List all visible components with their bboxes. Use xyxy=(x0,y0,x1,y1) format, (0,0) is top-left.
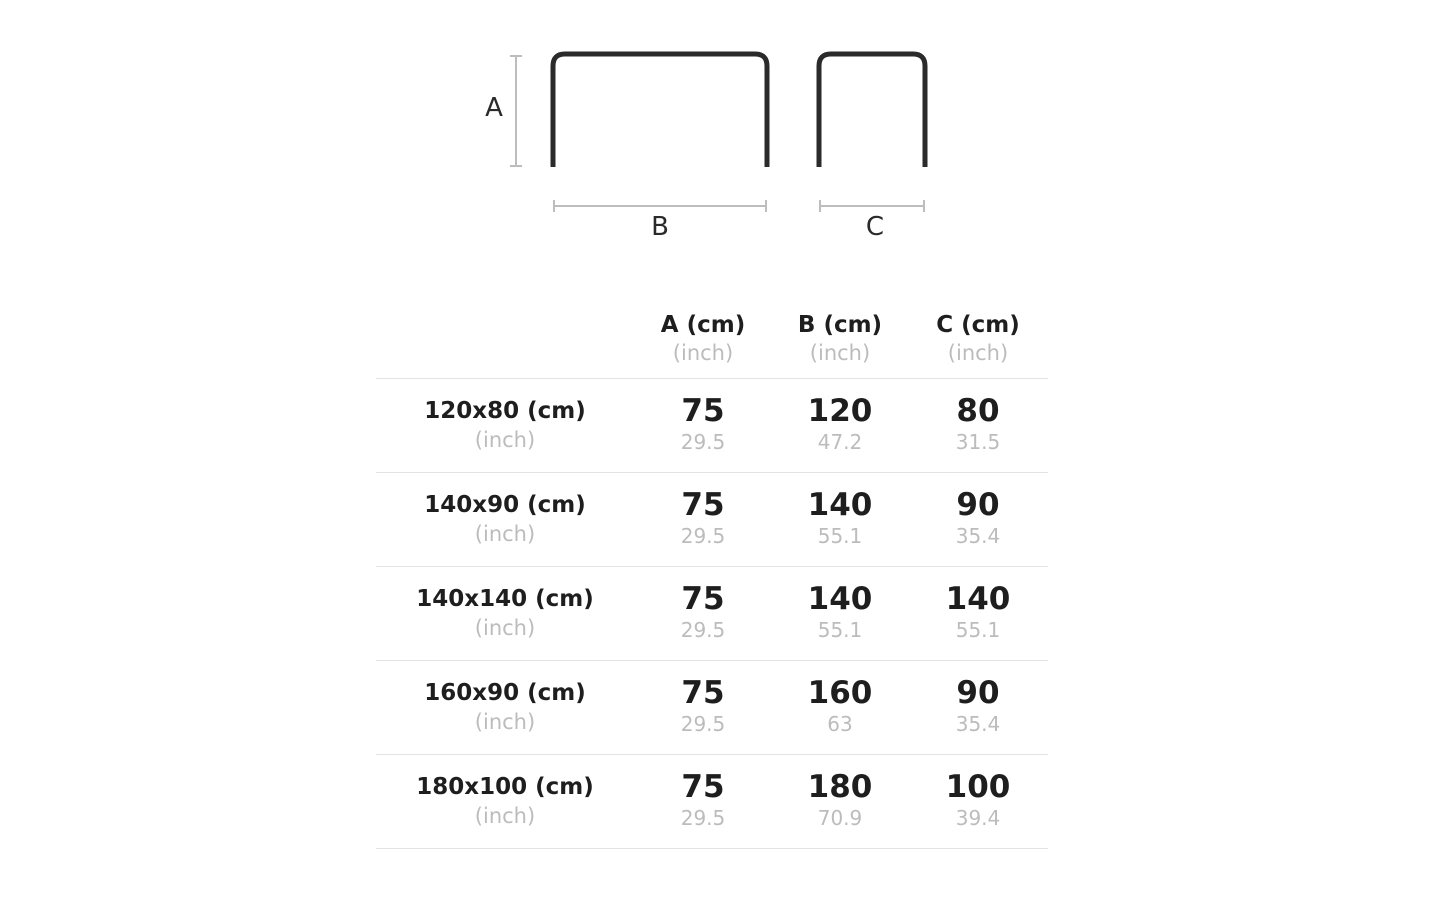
header-c-unit: (inch) xyxy=(947,340,1009,365)
cell-c xyxy=(908,472,1048,566)
dimension-c-line xyxy=(820,200,924,212)
header-a-unit: (inch) xyxy=(672,340,734,365)
header-c-label: C (cm) xyxy=(936,311,1020,338)
row-size-cell xyxy=(376,378,634,472)
table-header-row xyxy=(376,300,1048,378)
value-c-cm: 140 xyxy=(945,581,1011,617)
table-row xyxy=(376,566,1048,660)
header-b-unit: (inch) xyxy=(809,340,871,365)
cell-c xyxy=(908,378,1048,472)
header-a-label: A (cm) xyxy=(660,311,746,338)
value-b-cm: 140 xyxy=(807,581,873,617)
row-size-label: 140x90 (cm) xyxy=(424,492,586,518)
dimensions-table xyxy=(376,300,1048,849)
dimension-a-label: A xyxy=(485,93,503,123)
value-c-inch: 35.4 xyxy=(955,712,1001,736)
table-row xyxy=(376,472,1048,566)
value-c-inch: 35.4 xyxy=(955,524,1001,548)
value-a-cm: 75 xyxy=(681,581,725,617)
value-c-cm: 90 xyxy=(956,675,1000,711)
row-size-cell xyxy=(376,566,634,660)
row-size-unit: (inch) xyxy=(474,710,536,734)
row-size-unit: (inch) xyxy=(474,522,536,546)
cell-b xyxy=(772,754,908,848)
row-size-unit: (inch) xyxy=(474,428,536,452)
value-c-cm: 80 xyxy=(956,393,1000,429)
cell-a xyxy=(634,566,772,660)
cell-a xyxy=(634,472,772,566)
value-c-inch: 39.4 xyxy=(955,806,1001,830)
value-a-inch: 29.5 xyxy=(680,618,726,642)
table-row xyxy=(376,660,1048,754)
value-b-inch: 55.1 xyxy=(817,524,863,548)
dimension-c-label: C xyxy=(865,212,885,242)
cell-c xyxy=(908,566,1048,660)
cell-c xyxy=(908,754,1048,848)
dimension-b-line xyxy=(554,200,766,212)
cell-b xyxy=(772,660,908,754)
cell-a xyxy=(634,660,772,754)
value-a-cm: 75 xyxy=(681,769,725,805)
header-c xyxy=(908,300,1048,378)
table-row xyxy=(376,378,1048,472)
header-size-cell xyxy=(376,300,634,378)
table-side-view-outline xyxy=(819,54,925,167)
value-b-cm: 160 xyxy=(807,675,873,711)
row-size-label: 180x100 (cm) xyxy=(416,774,594,800)
value-a-cm: 75 xyxy=(681,675,725,711)
value-c-inch: 31.5 xyxy=(955,430,1001,454)
table-dimension-diagram xyxy=(0,0,1440,270)
value-c-inch: 55.1 xyxy=(955,618,1001,642)
row-size-unit: (inch) xyxy=(474,616,536,640)
cell-b xyxy=(772,472,908,566)
value-b-cm: 120 xyxy=(807,393,873,429)
value-c-cm: 90 xyxy=(956,487,1000,523)
value-b-inch: 63 xyxy=(827,712,853,736)
dimension-b-label: B xyxy=(651,212,669,242)
header-b-label: B (cm) xyxy=(797,311,883,338)
header-a xyxy=(634,300,772,378)
value-b-inch: 47.2 xyxy=(817,430,863,454)
row-size-label: 160x90 (cm) xyxy=(424,680,586,706)
value-a-cm: 75 xyxy=(681,393,725,429)
row-size-cell xyxy=(376,754,634,848)
value-a-inch: 29.5 xyxy=(680,712,726,736)
value-b-inch: 70.9 xyxy=(817,806,863,830)
cell-c xyxy=(908,660,1048,754)
row-size-label: 120x80 (cm) xyxy=(424,398,586,424)
header-b xyxy=(772,300,908,378)
table-row xyxy=(376,754,1048,848)
value-b-inch: 55.1 xyxy=(817,618,863,642)
value-a-inch: 29.5 xyxy=(680,806,726,830)
value-a-cm: 75 xyxy=(681,487,725,523)
value-a-inch: 29.5 xyxy=(680,524,726,548)
value-a-inch: 29.5 xyxy=(680,430,726,454)
row-size-cell xyxy=(376,660,634,754)
cell-a xyxy=(634,754,772,848)
cell-b xyxy=(772,566,908,660)
value-b-cm: 180 xyxy=(807,769,873,805)
value-c-cm: 100 xyxy=(945,769,1011,805)
cell-b xyxy=(772,378,908,472)
dimension-a-line xyxy=(510,56,522,166)
table-front-view-outline xyxy=(553,54,767,167)
row-size-label: 140x140 (cm) xyxy=(416,586,594,612)
cell-a xyxy=(634,378,772,472)
value-b-cm: 140 xyxy=(807,487,873,523)
row-size-unit: (inch) xyxy=(474,804,536,828)
row-size-cell xyxy=(376,472,634,566)
